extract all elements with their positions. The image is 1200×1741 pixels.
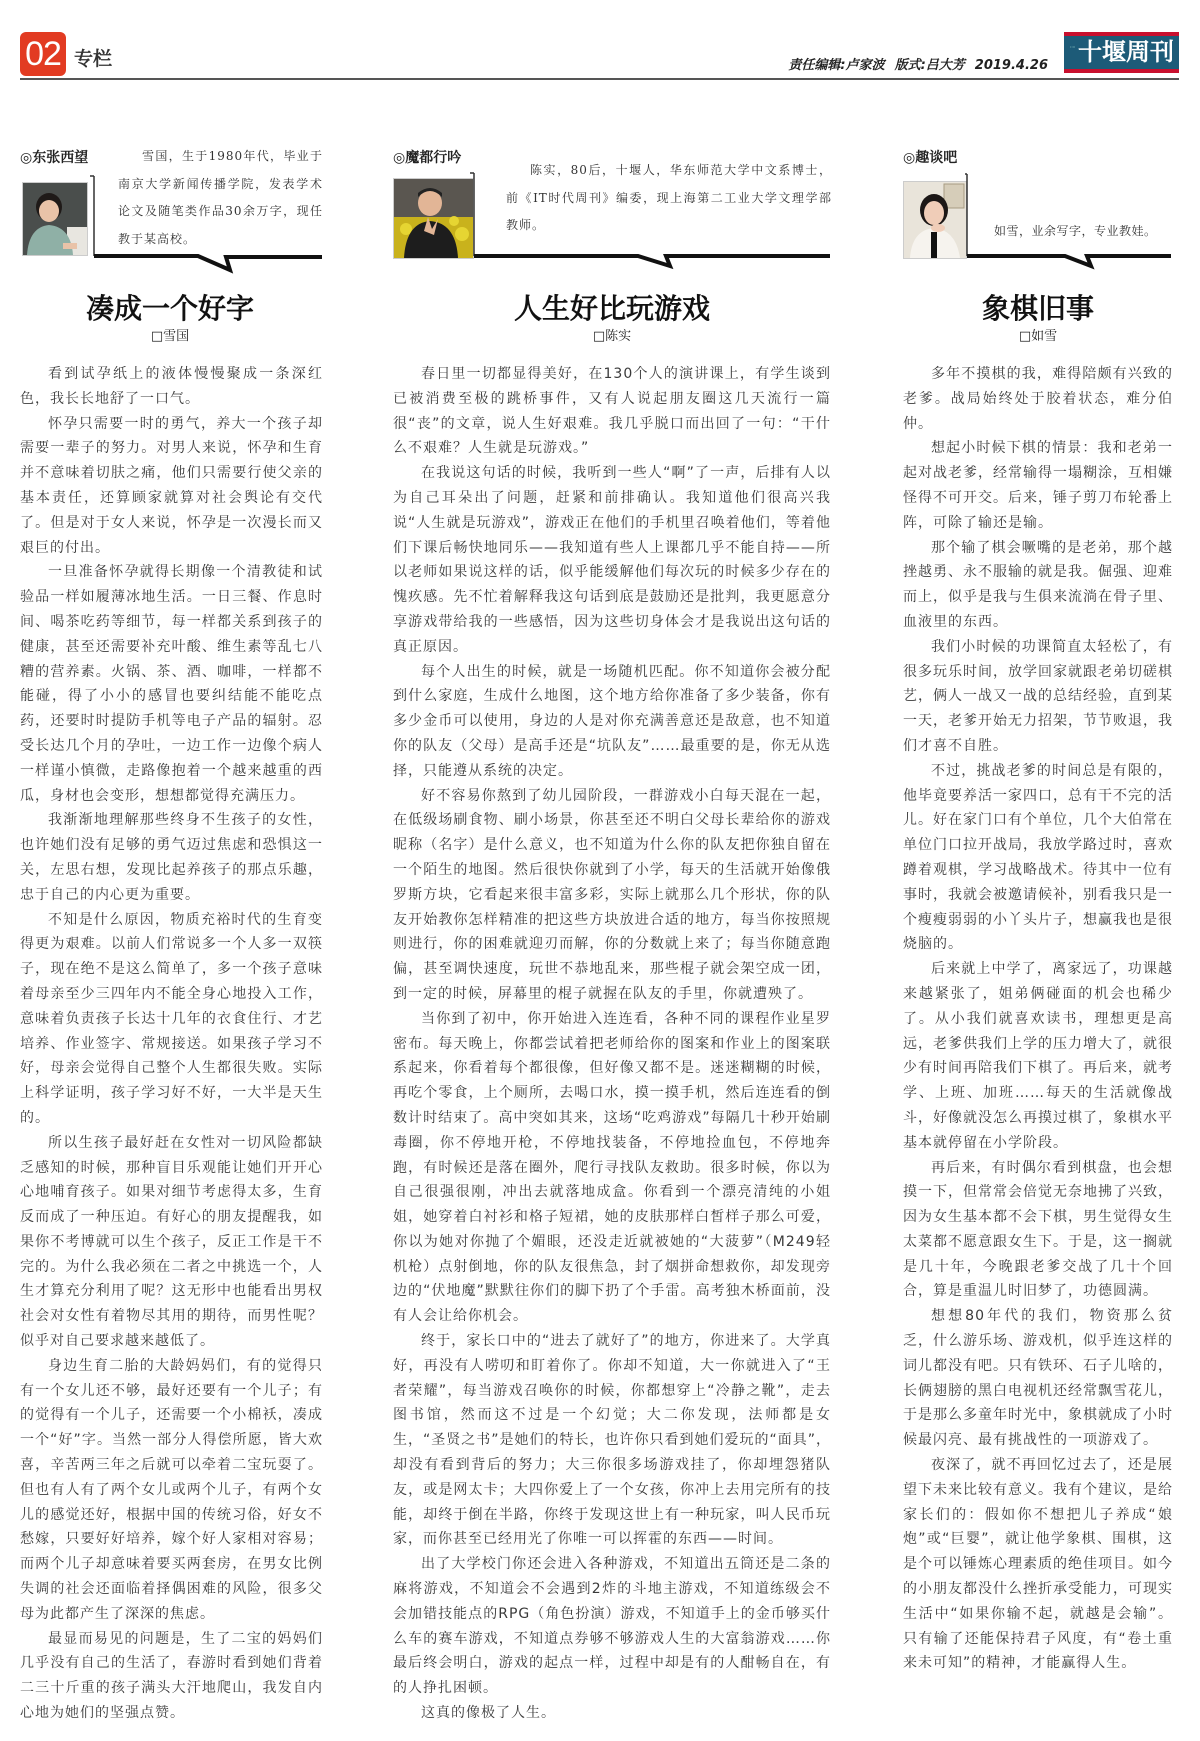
author-bio: 雪国，生于1980年代，毕业于南京大学新闻传播学院，发表学术论文及随笔类作品30余万字，现任教于某高校。 xyxy=(118,149,323,246)
paragraph: 想想80年代的我们，物资那么贫乏，什么游乐场、游戏机，似乎连这样的词儿都没有吧。只有铁环、石子儿啥的，长俩翅膀的黑白电视机还经常飘雪花儿，于是那么多童年时光中，象棋就成了小时候最闪亮、最有挑战性的一项游戏了。 xyxy=(903,1308,1173,1449)
paragraph: 不过，挑战老爹的时间总是有限的，他毕竟要养活一家四口，总有干不完的活儿。好在家门口有个单位，几个大伯常在单位门口拉开战局，我放学路过时，喜欢蹲着观棋，学习战略战术。待其中一位有事时，我就会被邀请候补，别看我只是一个瘦瘦弱弱的小丫头片子，想赢我也是很烧脑的。 xyxy=(903,762,1173,953)
page-credits xyxy=(778,54,1048,73)
paragraph: 那个输了棋会噘嘴的是老弟，那个越挫越勇、永不服输的就是我。倔强、迎难而上，似乎是我与生俱来流淌在骨子里、血液里的东西。 xyxy=(903,539,1173,630)
paragraph: 终于，家长口中的“进去了就好了”的地方，你进来了。大学真好，再没有人唠叨和盯着你了。你却不知道，大一你就进入了“王者荣耀”，每当游戏召唤你的时候，你都想穿上“冷静之靴”，走去图书馆，然而这不过是一个幻觉；大二你发现，法师都是女生，“圣贤之书”是她们的特长，也许你只看到她们爱玩的“面具”，却没有看到背后的努力；大三你很多场游戏挂了，你却埋怨猪队友，或是网太卡；大四你爱上了一个女孩，你冲上去用完所有的技能，却终于倒在半路，你终于发现这世上有一种玩家，叫人民币玩家，而你甚至已经用光了你唯一可以挥霍的东西——时间。 xyxy=(393,1333,832,1548)
paragraph: 夜深了，就不再回忆过去了，还是展望下未来比较有意义。我有个建议，是给家长们的：假如你不想把儿子养成“娘炮”或“巨婴”，就让他学象棋、围棋，这是个可以锤炼心理素质的绝佳项目。如今的小朋友都没什么挫折承受能力，可现实生活中“如果你输不起，就越是会输”。只有输了还能保持君子风度，有“卷土重来未可知”的精神，才能赢得人生。 xyxy=(903,1457,1173,1672)
paragraph: 出了大学校门你还会进入各种游戏，不知道出五筒还是二条的麻将游戏，不知道会不会遇到2炸的斗地主游戏，不知道练级会不会加错技能点的RPG（角色扮演）游戏，不知道手上的金币够买什么车的赛车游戏，不知道点券够不够游戏人生的大富翁游戏……你最后终会明白，游戏的起点一样，过程中却是有的人酣畅自在，有的人挣扎困顿。 xyxy=(393,1556,831,1697)
paragraph: 再后来，有时偶尔看到棋盘，也会想摸一下，但常常会倍觉无奈地拂了兴致，因为女生基本都不会下棋，男生觉得女生太菜都不愿意跟女生下。于是，这一搁就是几十年，今晚跟老爹交战了几十个回合，算是重温儿时旧梦了，功德圆满。 xyxy=(903,1159,1173,1300)
paragraph: 当你到了初中，你开始进入连连看，各种不同的课程作业星罗密布。每天晚上，你都尝试着把老师给你的图案和作业上的图案联系起来，你看着每个都很像，但好像又都不是。迷迷糊糊的时候，再吃个零食，上个厕所，去喝口水，摸一摸手机，然后连连看的倒数计时结束了。高中突如其来，这场“吃鸡游戏”每隔几十秒开始刷毒圈，你不停地开枪，不停地找装备，不停地捡血包，不停地奔跑，有时候还是落在圈外，爬行寻找队友救助。很多时候，你以为自己很强很刚，冲出去就落地成盒。你看到一个漂亮清纯的小姐姐，她穿着白衬衫和格子短裙，她的皮肤那样白皙样子那么可爱，你以为她对你抛了个媚眼，还没走近就被她的“大菠萝”（M249轻机枪）点射倒地，你的队友很焦急，封了烟拼命想救你，却发现旁边的“伏地魔”默默往你们的脚下扔了个手雷。高考独木桥面前，没有人会让给你机会。 xyxy=(393,1010,831,1325)
article-title: 人生好比玩游戏 xyxy=(513,292,710,325)
paragraph: 看到试孕纸上的液体慢慢聚成一条深红色，我长长地舒了一口气。 xyxy=(20,366,323,407)
paragraph: 这真的像极了人生。 xyxy=(421,1705,556,1722)
author-photo xyxy=(903,181,967,259)
column-tag: ◎趣谈吧 xyxy=(903,150,958,166)
article-body xyxy=(393,362,831,1726)
paragraph: 所以生孩子最好赶在女性对一切风险都缺乏感知的时候，那种盲目乐观能让她们开开心心地哺育孩子。如果对细节考虑得太多，生育反而成了一种压迫。有好心的朋友提醒我，如果你不考博就可以生个孩子，反正工作是干不完的。为什么我必须在二者之中挑选一个，人生才算充分利用了呢？这无形中也能看出男权社会对女性有着物尽其用的期待，而男性呢？似乎对自己要求越来越低了。 xyxy=(20,1134,323,1350)
paragraph: 一旦准备怀孕就得长期像一个清教徒和试验品一样如履薄冰地生活。一日三餐、作息时间、喝茶吃药等细节，每一样都关系到孩子的健康，甚至还需要补充叶酸、维生素等乱七八糟的营养素。火锅、茶、酒、咖啡，一样都不能碰，得了小小的感冒也要纠结能不能吃点药，还要时时提防手机等电子产品的辐射。忍受长达几个月的孕吐，一边工作一边像个病人一样谨小慎微，走路像抱着一个越来越重的西瓜，身材也会变形，想想都觉得充满压力。 xyxy=(20,564,323,804)
author-bio: 陈实，80后，十堰人，华东师范大学中文系博士，前《IT时代周刊》编委，现上海第二工业大学文理学部教师。 xyxy=(506,163,832,232)
newspaper-logo xyxy=(1064,32,1179,73)
logo-decoration: :::: xyxy=(1070,44,1076,49)
column-tag: ◎东张西望 xyxy=(20,150,89,166)
author-photo xyxy=(393,178,474,259)
paragraph: 多年不摸棋的我，难得陪颇有兴致的老爹。战局始终处于胶着状态，难分伯仲。 xyxy=(903,366,1173,432)
article-title: 凑成一个好字 xyxy=(85,292,254,325)
paragraph: 最显而易见的问题是，生了二宝的妈妈们几乎没有自己的生活了，春游时看到她们背着二三十斤重的孩子满头大汗地爬山，我发自内心地为她们的坚强点赞。 xyxy=(20,1630,323,1722)
editor-credit: 责任编辑:卢家波 xyxy=(788,58,885,73)
article-body xyxy=(20,362,323,1726)
paragraph: 在我说这句话的时候，我听到一些人“啊”了一声，后排有人以为自己耳朵出了问题，赶紧和前排确认。我知道他们很高兴我说“人生就是玩游戏”，游戏正在他们的手机里召唤着他们，等着他们下课后畅快地同乐——我知道有些人上课都几乎不能自持——所以老师如果说这样的话，似乎能缓解他们每次玩的时候多少存在的愧疚感。先不忙着解释我这句话到底是鼓励还是批判，我更愿意分享游戏带给我的一些感悟，因为这些切身体会才是我说出这句话的真正原因。 xyxy=(393,465,831,655)
article-byline: □陈实 xyxy=(592,329,632,344)
header-rule xyxy=(20,78,1179,80)
paragraph: 不知是什么原因，物质充裕时代的生育变得更为艰难。以前人们常说多一个人多一双筷子，现在绝不是这么简单了，多一个孩子意味着母亲至少三四年内不能全身心地投入工作，意味着负责孩子长达十几年的衣食住行、才艺培养、作业签字、常规接送。如果孩子学习不好，母亲会觉得自己整个人生都很失败。实际上科学证明，孩子学习好不好，一大半是天生的。 xyxy=(20,911,323,1126)
paragraph: 我渐渐地理解那些终身不生孩子的女性，也许她们没有足够的勇气迈过焦虑和恐惧这一关，左思右想，发现比起养孩子的那点乐趣，忠于自己的内心更为重要。 xyxy=(20,812,323,903)
issue-date: 2019.4.26 xyxy=(974,58,1048,73)
paragraph: 后来就上中学了，离家远了，功课越来越紧张了，姐弟俩碰面的机会也稀少了。从小我们就喜欢读书，理想更是高远，老爹供我们上学的压力增大了，就很少有时间再陪我们下棋了。再后来，就考学、上班、加班……每天的生活就像战斗，好像就没怎么再摸过棋了，象棋水平基本就停留在小学阶段。 xyxy=(903,961,1173,1151)
layout-credit: 版式:吕大芳 xyxy=(894,58,965,73)
paragraph: 好不容易你熬到了幼儿园阶段，一群游戏小白每天混在一起，在低级场刷食物、刷小场景，你甚至还不明白父母长辈给你的游戏昵称（名字）是什么意义，也不知道为什么你的队友把你独自留在一个陌生的地图。然后很快你就到了小学，每天的生活就开始像俄罗斯方块，它看起来很丰富多彩，实际上就那么几个形状，你的队友开始教你怎样精准的把这些方块放进合适的地方，每当你按照规则进行，你的困难就迎刃而解，你的分数就上来了；每当你随意跑偏，甚至调快速度，玩世不恭地乱来，那些棍子就会架空成一团，到一定的时候，屏幕里的棍子就握在队友的手里，你就遭殃了。 xyxy=(393,787,831,1002)
logo-text: 十堰周刊 xyxy=(1078,37,1174,66)
paragraph: 怀孕只需要一时的勇气，养大一个孩子却需要一辈子的努力。对男人来说，怀孕和生育并不意味着切肤之痛，他们只需要行使父亲的基本责任，还算顾家就算对社会舆论有交代了。但是对于女人来说，怀孕是一次漫长而又艰巨的付出。 xyxy=(20,415,323,556)
author-bio: 如雪，业余写字，专业教娃。 xyxy=(994,224,1157,238)
author-photo-image xyxy=(904,182,966,258)
paragraph: 春日里一切都显得美好，在130个人的演讲课上，有学生谈到已被消费至极的跳桥事件，又有人说起朋友圈这几天流行一篇很“丧”的文章，说人生好艰难。我几乎脱口而出回了一句：“干什么不艰难？人生就是玩游戏。” xyxy=(393,366,831,457)
article-body xyxy=(903,362,1173,1676)
page-number-badge: 02 xyxy=(20,32,66,76)
article-byline: □雪国 xyxy=(150,329,190,344)
paragraph: 我们小时候的功课简直太轻松了，有很多玩乐时间，放学回家就跟老弟切磋棋艺，俩人一战又一战的总结经验，直到某一天，老爹开始无力招架，节节败退，我们才喜不自胜。 xyxy=(903,638,1173,754)
author-photo xyxy=(22,182,88,256)
article-byline: □如雪 xyxy=(1018,329,1058,344)
paragraph: 身边生育二胎的大龄妈妈们，有的觉得只有一个女儿还不够，最好还要有一个儿子；有的觉得有一个儿子，还需要一个小棉袄，凑成一个“好”字。当然一部分人得偿所愿，皆大欢喜，辛苦两三年之后就可以牵着二宝玩耍了。但也有人有了两个女儿或两个儿子，有两个女儿的感觉还好，根据中国的传统习俗，好女不愁嫁，只要好好培养，嫁个好人家相对容易；而两个儿子却意味着要买两套房，在男女比例失调的社会还面临着择偶困难的风险，很多父母为此都产生了深深的焦虑。 xyxy=(20,1357,323,1622)
author-photo-image xyxy=(394,179,473,258)
paragraph: 想起小时候下棋的情景：我和老弟一起对战老爹，经常输得一塌糊涂，互相嫌怪得不可开交。后来，锤子剪刀布轮番上阵，可除了输还是输。 xyxy=(903,440,1173,531)
column-tag: ◎魔都行吟 xyxy=(393,150,462,166)
author-photo-image xyxy=(23,183,87,255)
paragraph: 每个人出生的时候，就是一场随机匹配。你不知道你会被分配到什么家庭，生成什么地图，这个地方给你准备了多少装备，你有多少金币可以使用，身边的人是对你充满善意还是敌意，也不知道你的队友（父母）是高手还是“坑队友”……最重要的是，你无从选择，只能遵从系统的决定。 xyxy=(393,663,831,779)
article-title: 象棋旧事 xyxy=(981,292,1094,325)
section-title: 专栏 xyxy=(74,48,113,70)
